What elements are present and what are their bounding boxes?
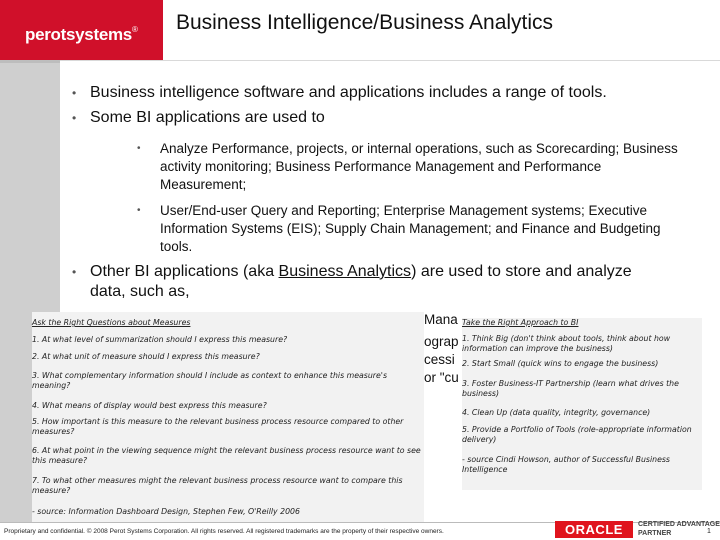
- measures-note-box: [32, 312, 424, 522]
- page-number: 1: [707, 528, 711, 535]
- approach-point-3: 3. Foster Business-IT Partnership (learn what drives the business): [462, 379, 679, 398]
- measure-question-7: 7. To what other measures might the relevant business process resource want to compare this measure?: [32, 476, 403, 495]
- measures-source: - source: Information Dashboard Design, Stephen Few, O'Reilly 2006: [32, 507, 300, 516]
- footer-copyright: Proprietary and confidential. © 2008 Perot Systems Corporation. All rights reserved. All registered trademarks are the property of their respective owners.: [4, 528, 444, 535]
- measure-question-3: 3. What complementary information should I include as context to enhance this measure's meaning?: [32, 371, 388, 390]
- perot-systems-logo: perotsystems®: [25, 25, 138, 44]
- partial-text-4: or "cu: [424, 370, 459, 385]
- bullet-dot: •: [137, 205, 141, 216]
- bullet-dot: •: [137, 143, 141, 154]
- approach-point-2: 2. Start Small (quick wins to engage the business): [462, 359, 659, 368]
- sidebar-accent: [0, 60, 60, 63]
- approach-source: - source Cindi Howson, author of Successful Business Intelligence: [462, 455, 670, 474]
- measure-question-1: 1. At what level of summarization should I express this measure?: [32, 335, 288, 344]
- page-title: Business Intelligence/Business Analytics: [176, 11, 554, 34]
- partial-text-1: Mana: [424, 312, 458, 327]
- oracle-logo: ORACLE: [555, 521, 633, 538]
- approach-note-heading: Take the Right Approach to BI: [462, 318, 579, 327]
- bullet-dot: •: [72, 86, 77, 100]
- approach-point-4: 4. Clean Up (data quality, integrity, governance): [462, 408, 651, 417]
- certified-partner-badge: CERTIFIED ADVANTAGE PARTNER: [638, 521, 720, 537]
- measures-note-heading: Ask the Right Questions about Measures: [32, 318, 191, 327]
- logo-banner: [0, 0, 163, 60]
- approach-point-1: 1. Think Big (don't think about tools, think about how information can improve the business): [462, 334, 671, 353]
- measure-question-6: 6. At what point in the viewing sequence might the relevant business process resource want to see this measure?: [32, 446, 421, 465]
- partial-text-3: cessi: [424, 352, 455, 367]
- measure-question-4: 4. What means of display would best express this measure?: [32, 401, 267, 410]
- approach-point-5: 5. Provide a Portfolio of Tools (role-appropriate information delivery): [462, 425, 692, 444]
- measure-question-2: 2. At what unit of measure should I express this measure?: [32, 352, 260, 361]
- measure-question-5: 5. How important is this measure to the relevant business process resource compared to other measures?: [32, 417, 404, 436]
- header-divider: [60, 60, 720, 61]
- approach-note-box: [462, 318, 702, 490]
- partial-text-2: ograp: [424, 334, 459, 349]
- bullet-dot: •: [72, 265, 77, 279]
- business-analytics-link: Business Analytics: [278, 263, 412, 280]
- bullet-dot: •: [72, 111, 77, 125]
